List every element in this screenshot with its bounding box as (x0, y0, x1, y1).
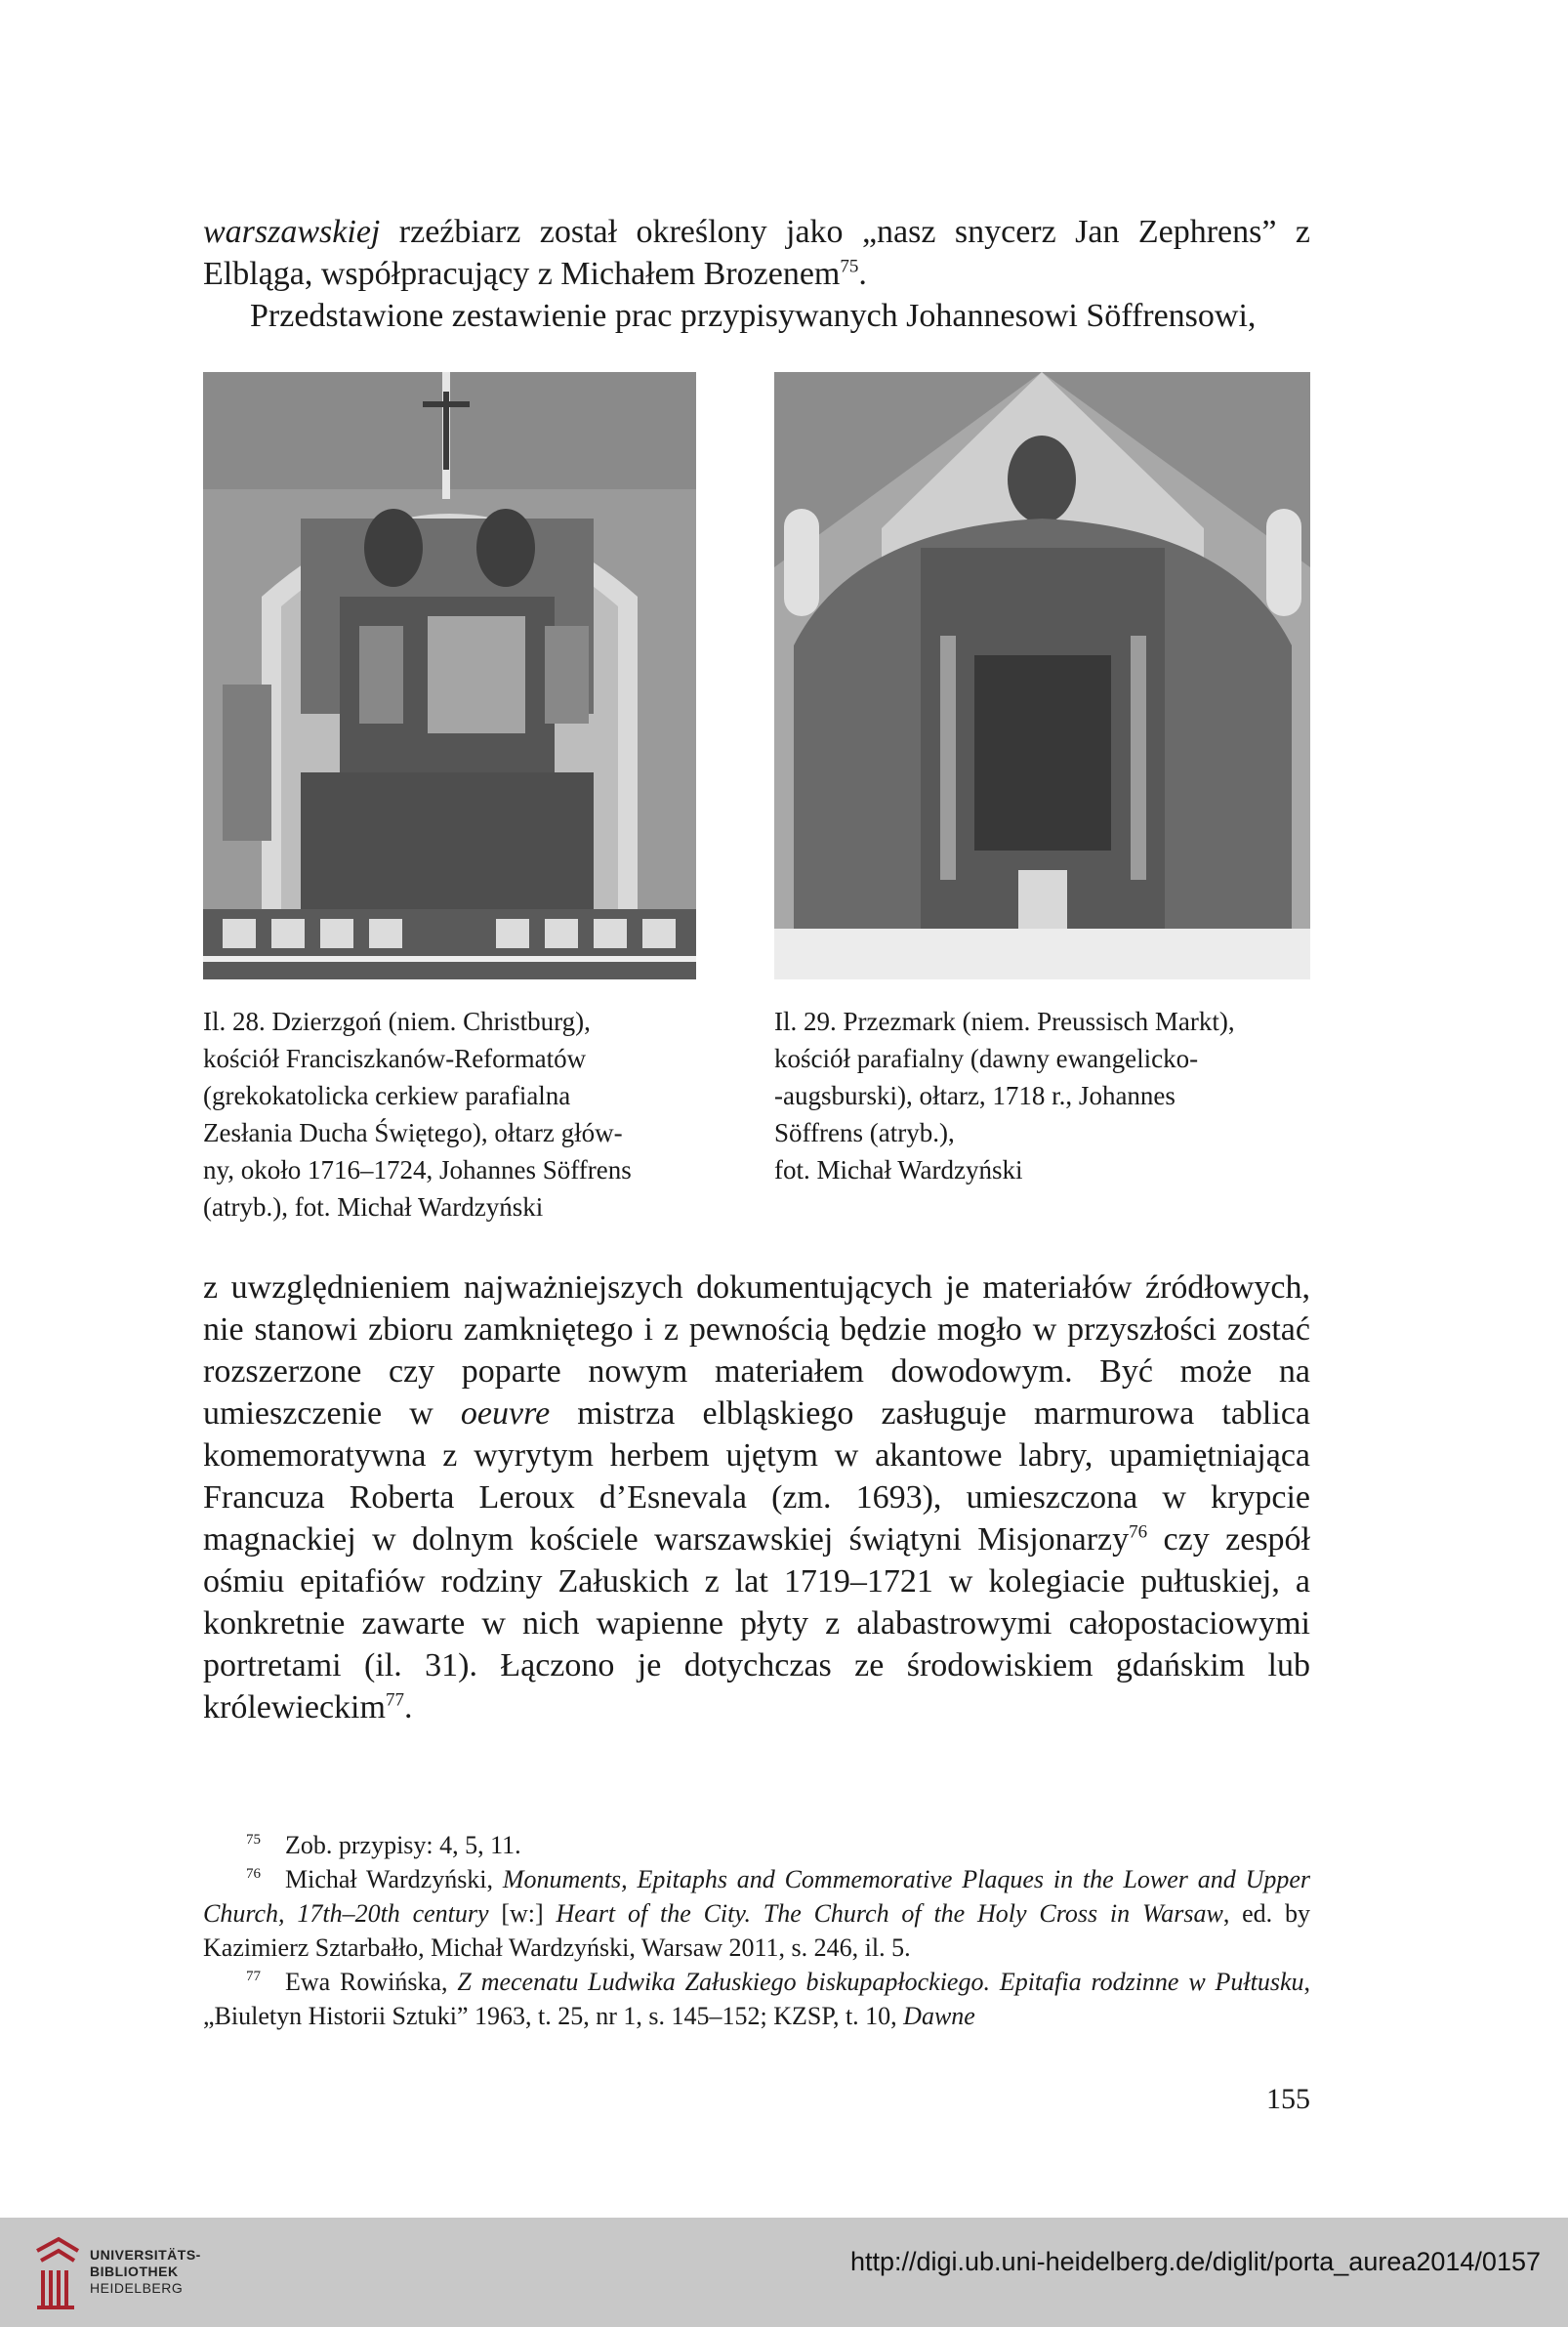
altar-photo-1 (203, 372, 696, 979)
footnote-77: 77 Ewa Rowińska, Z mecenatu Ludwika Załuskiego biskupapłockiego. Epitafia rodzinne w Pułtusku, „Biuletyn Historii Sztuki” 1963, t. 25, nr 1, s. 145–152; KZSP, t. 10, Dawne (203, 1968, 1310, 2030)
caption-line: kościół Franciszkanów-Reformatów (203, 1044, 587, 1073)
second-paragraph: Przedstawione zestawienie prac przypisywanych Johannesowi Söffrensowi, (250, 298, 1257, 334)
library-name-line: UNIVERSITÄTS- (90, 2247, 201, 2263)
footnote-ref[interactable]: 76 (1129, 1521, 1148, 1543)
caption-figure-29 (774, 1003, 1235, 1188)
footnote-text: Michał Wardzyński, (285, 1865, 503, 1893)
footnote-ref[interactable]: 75 (840, 256, 859, 277)
footer-bar (0, 2218, 1568, 2327)
top-paragraph (203, 211, 1310, 295)
footnote-text: Z mecenatu Ludwika Załuskiego biskupapłockiego. Epitafia rodzinne w Pułtusku (457, 1968, 1304, 1996)
italic-word: oeuvre (460, 1395, 551, 1432)
source-url-link[interactable]: http://digi.ub.uni-heidelberg.de/diglit/porta_aurea2014/0157 (849, 2247, 1541, 2276)
footnotes (203, 1828, 1310, 2033)
library-name-line: HEIDELBERG (90, 2280, 184, 2296)
caption-line: kościół parafialny (dawny ewangelicko- (774, 1044, 1199, 1073)
footnote-text: Dawne (903, 2002, 975, 2030)
library-name-line: BIBLIOTHEK (90, 2264, 179, 2279)
library-logo-icon (29, 2231, 94, 2313)
altar-photo-2 (774, 372, 1310, 979)
footnote-text: , ed. by Kazimierz Sztarbałło, Michał Wardzyński, Warsaw 2011, s. 246, il. 5. (203, 1899, 1310, 1962)
caption-line: (atryb.), fot. Michał Wardzyński (203, 1192, 544, 1222)
footnote-text: Zob. przypisy: 4, 5, 11. (285, 1831, 521, 1859)
paragraph-text: z uwzględnieniem najważniejszych dokumentujących je materiałów źródłowych, nie stanowi zbioru zamkniętego i z pewnością będzie mogło w przyszłości zostać rozszerzone czy poparte nowym materiałem dowodowym. Być może na umieszczenie w (203, 1269, 1310, 1432)
figure-altar-przezmark (774, 372, 1310, 979)
caption-line: ny, około 1716–1724, Johannes Söffrens (203, 1155, 632, 1184)
footnote-ref[interactable]: 77 (385, 1689, 404, 1711)
paragraph-text: czy zespół ośmiu epitafiów rodziny Załuskich z lat 1719–1721 w kolegiacie pułtuskiej, a konkretnie zawarte w nich wapienne płyty z alabastrowymi całopostaciowymi portretami (il. 31). Łączono je dotychczas ze środowiskiem gdańskim lub królewieckim (203, 1521, 1310, 1725)
footnote-text: , „Biuletyn Historii Sztuki” 1963, t. 25, nr 1, s. 145–152; KZSP, t. 10, (203, 1968, 1310, 2030)
page-number: 155 (1266, 2083, 1310, 2115)
paragraph-end: . (858, 256, 867, 292)
caption-line: Il. 29. Przezmark (niem. Preussisch Markt), (774, 1007, 1235, 1036)
caption-line: fot. Michał Wardzyński (774, 1155, 1023, 1184)
caption-line: Zesłania Ducha Świętego), ołtarz głów- (203, 1118, 623, 1147)
italic-word: warszawskiej (203, 214, 381, 250)
main-paragraph (203, 1267, 1310, 1728)
caption-line: Il. 28. Dzierzgoń (niem. Christburg), (203, 1007, 591, 1036)
footnote-text: [w:] (488, 1899, 557, 1928)
footnote-text: Heart of the City. The Church of the Holy Cross in Warsaw (556, 1899, 1223, 1928)
paragraph-end: . (403, 1689, 413, 1725)
footnote-text: Ewa Rowińska, (285, 1968, 458, 1996)
caption-figure-28 (203, 1003, 632, 1226)
footnote-76: 76 Michał Wardzyński, Monuments, Epitaphs and Commemorative Plaques in the Lower and Upper Church, 17th–20th century [w:] Heart of the City. The Church of the Holy Cross in Warsaw, ed. by Kazimierz Sztarbałło, Michał Wardzyński, Warsaw 2011, s. 246, il. 5. (203, 1865, 1311, 1962)
caption-line: (grekokatolicka cerkiew parafialna (203, 1081, 571, 1110)
library-name (90, 2247, 201, 2297)
caption-line: Söffrens (atryb.), (774, 1118, 955, 1147)
caption-line: -augsburski), ołtarz, 1718 r., Johannes (774, 1081, 1176, 1110)
paragraph-text: rzeźbiarz został określony jako „nasz snycerz Jan Zephrens” z Elbląga, współpracujący z Michałem Brozenem (203, 214, 1310, 292)
footnote-75: 75 Zob. przypisy: 4, 5, 11. (246, 1831, 521, 1859)
paragraph-text: mistrza elbląskiego zasługuje marmurowa tablica komemoratywna z wyrytym herbem ujętym w akantowe labry, upamiętniająca Francuza Roberta Leroux d’Esnevala (zm. 1693), umieszczona w krypcie magnackiej w dolnym kościele warszawskiej świątyni Misjonarzy (203, 1395, 1310, 1558)
figure-altar-dzierzgon (203, 372, 696, 979)
footnote-text: Monuments, Epitaphs and Commemorative Plaques in the Lower and Upper Church, 17th–20th century (203, 1865, 1311, 1928)
